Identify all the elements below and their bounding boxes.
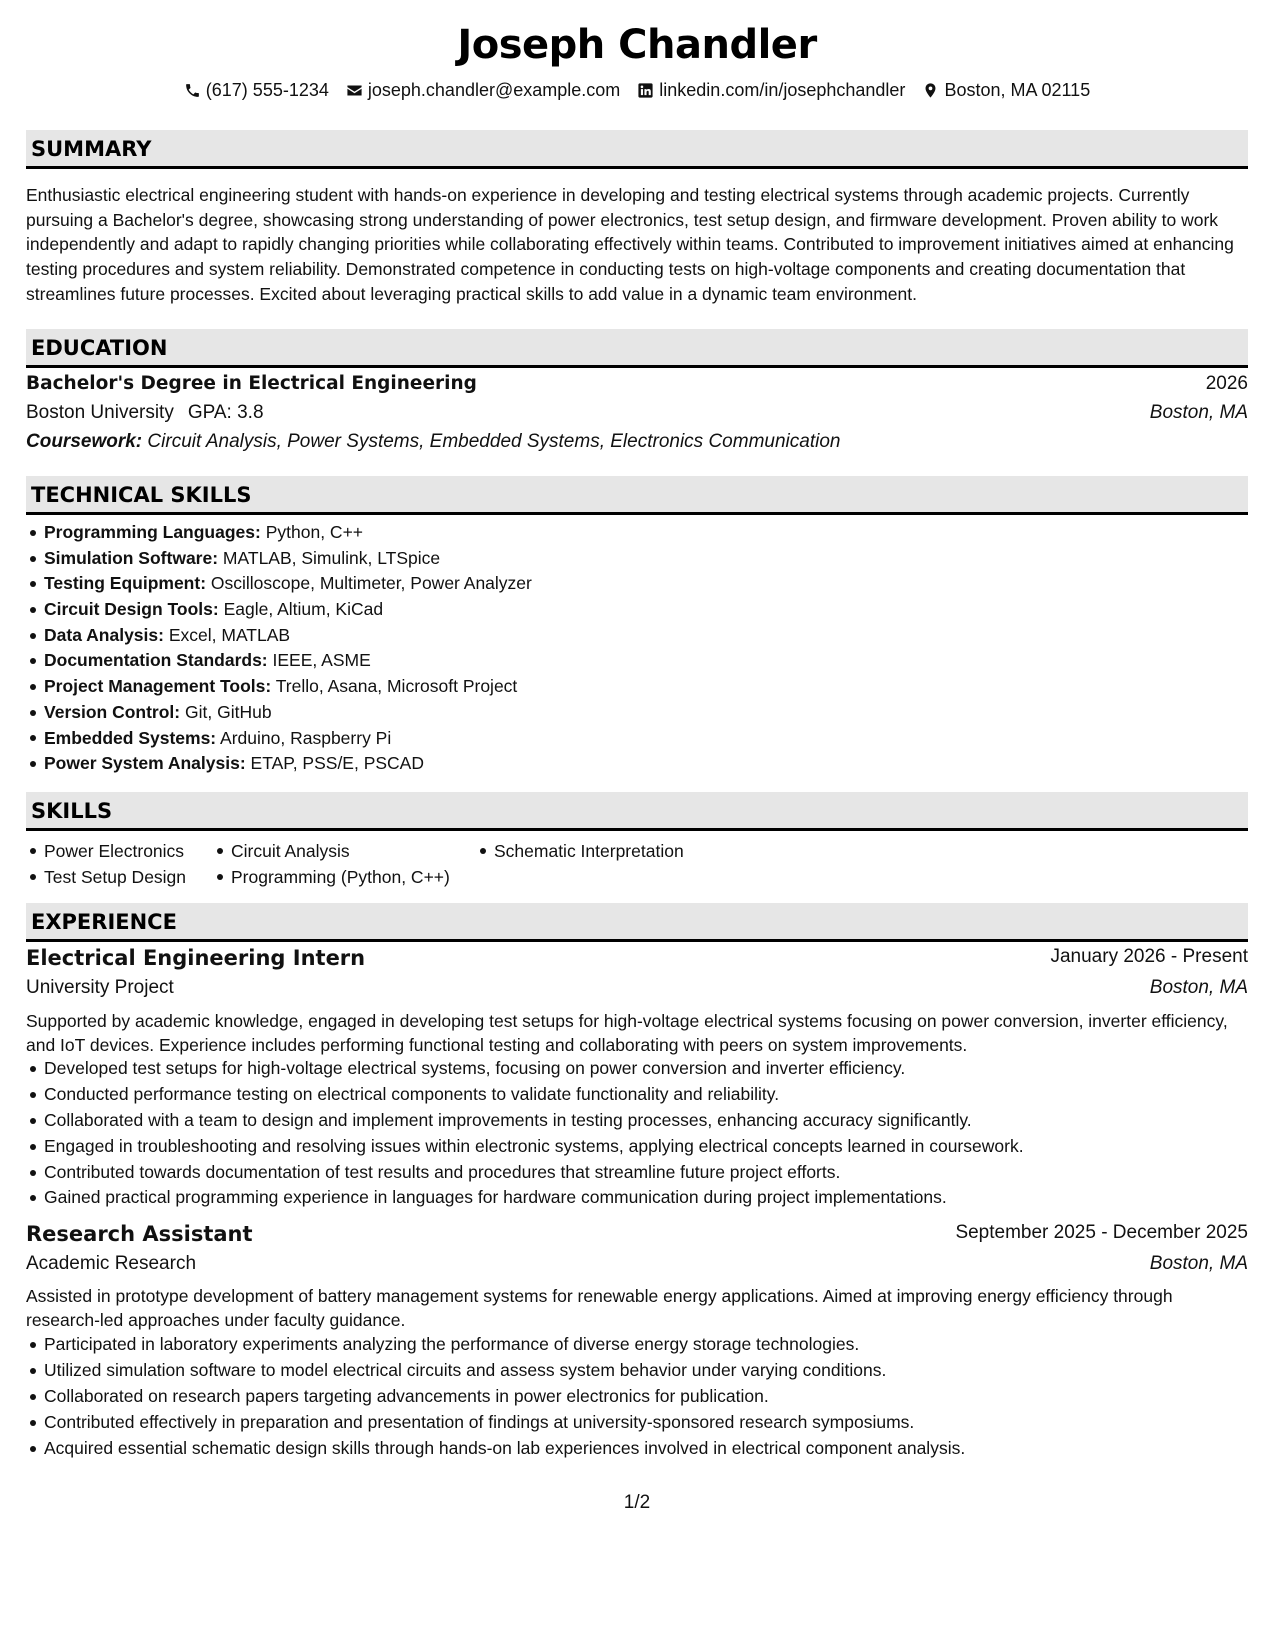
list-item: Embedded Systems: Arduino, Raspberry Pi	[26, 726, 1248, 752]
education-degree-row	[26, 373, 1248, 399]
list-item: Collaborated with a team to design and implement improvements in testing processes, enhancing accuracy significantly.	[26, 1108, 1248, 1134]
experience-heading: EXPERIENCE	[26, 903, 1248, 942]
graduation-year: 2026	[1205, 373, 1248, 394]
map-pin-icon	[922, 82, 939, 99]
location-text: Boston, MA 02115	[944, 80, 1091, 100]
job-dates: September 2025 - December 2025	[955, 1222, 1248, 1243]
job-org: University Project	[26, 977, 174, 998]
contact-phone[interactable]	[184, 80, 329, 101]
list-item: Simulation Software: MATLAB, Simulink, LTSpice	[26, 546, 1248, 572]
education-heading: EDUCATION	[26, 329, 1248, 368]
email-text: joseph.chandler@example.com	[367, 80, 621, 100]
list-item: Utilized simulation software to model electrical circuits and assess system behavior under varying conditions.	[26, 1358, 1248, 1384]
job-bullets	[26, 1332, 1248, 1461]
coursework-list: Circuit Analysis, Power Systems, Embedded Systems, Electronics Communication	[147, 431, 841, 452]
list-item: Project Management Tools: Trello, Asana, Microsoft Project	[26, 674, 1248, 700]
skill-item: Programming (Python, C++)	[213, 864, 450, 890]
job-title: Electrical Engineering Intern	[26, 946, 366, 970]
linkedin-text: linkedin.com/in/josephchandler	[659, 80, 906, 100]
list-item: Power System Analysis: ETAP, PSS/E, PSCAD	[26, 751, 1248, 777]
school-location: Boston, MA	[1149, 402, 1248, 423]
envelope-icon	[346, 82, 363, 99]
job-dates: January 2026 - Present	[1050, 946, 1248, 967]
skill-item: Circuit Analysis	[213, 838, 350, 864]
list-item: Data Analysis: Excel, MATLAB	[26, 623, 1248, 649]
school-name: Boston University	[26, 402, 174, 423]
job-description: Supported by academic knowledge, engaged in developing test setups for high-voltage electrical systems focusing on power conversion, inverter efficiency, and IoT devices. Experience includes performing functional testing and collaborating with peers on system improvements.	[26, 1011, 1228, 1055]
job-title-row	[26, 1222, 1248, 1250]
list-item: Circuit Design Tools: Eagle, Altium, KiCad	[26, 597, 1248, 623]
coursework-line	[26, 431, 1248, 457]
education-school-row	[26, 402, 1248, 428]
phone-icon	[184, 82, 201, 99]
list-item: Programming Languages: Python, C++	[26, 520, 1248, 546]
skill-item: Power Electronics	[26, 838, 184, 864]
candidate-name: Joseph Chandler	[457, 22, 817, 68]
job-title: Research Assistant	[26, 1222, 253, 1246]
job-location: Boston, MA	[1149, 977, 1248, 998]
list-item: Developed test setups for high-voltage electrical systems, focusing on power conversion and inverter efficiency.	[26, 1056, 1248, 1082]
list-item: Documentation Standards: IEEE, ASME	[26, 648, 1248, 674]
skills-heading: SKILLS	[26, 792, 1248, 831]
list-item: Contributed effectively in preparation and presentation of findings at university-sponsored research symposiums.	[26, 1410, 1248, 1436]
degree-title: Bachelor's Degree in Electrical Engineering	[26, 373, 477, 394]
contact-location	[922, 80, 1090, 101]
list-item: Collaborated on research papers targeting advancements in power electronics for publication.	[26, 1384, 1248, 1410]
contact-email[interactable]	[346, 80, 620, 101]
list-item: Gained practical programming experience in languages for hardware communication during project implementations.	[26, 1185, 1248, 1211]
job-description: Assisted in prototype development of battery management systems for renewable energy applications. Aimed at improving energy efficiency through research-led approaches under faculty guidance.	[26, 1286, 1173, 1330]
job-title-row	[26, 946, 1248, 974]
phone-text: (617) 555-1234	[205, 80, 329, 100]
page-number: 1/2	[623, 1492, 651, 1513]
job-location: Boston, MA	[1149, 1253, 1248, 1274]
contact-linkedin[interactable]	[637, 80, 905, 101]
job-org-row	[26, 1253, 1248, 1279]
list-item: Acquired essential schematic design skills through hands-on lab experiences involved in electrical component analysis.	[26, 1436, 1248, 1462]
resume-page	[26, 0, 1248, 1650]
gpa: GPA: 3.8	[187, 402, 264, 423]
linkedin-icon	[637, 82, 654, 99]
list-item: Contributed towards documentation of test results and procedures that streamline future project efforts.	[26, 1160, 1248, 1186]
job-bullets	[26, 1056, 1248, 1211]
list-item: Engaged in troubleshooting and resolving issues within electronic systems, applying electrical concepts learned in coursework.	[26, 1134, 1248, 1160]
job-org: Academic Research	[26, 1253, 197, 1274]
summary-heading: SUMMARY	[26, 130, 1248, 169]
summary-text: Enthusiastic electrical engineering student with hands-on experience in developing and testing electrical systems through academic projects. Currently pursuing a Bachelor's degree, showcasing strong understanding of power electronics, test setup design, and firmware development. Proven ability to work independently and adapt to rapidly changing priorities while collaborating effectively within teams. Contributed to improvement initiatives aimed at enhancing testing procedures and system reliability. Demonstrated competence in conducting tests on high-voltage components and creating documentation that streamlines future processes. Excited about leveraging practical skills to add value in a dynamic team environment.	[26, 185, 1234, 304]
list-item: Participated in laboratory experiments analyzing the performance of diverse energy storage technologies.	[26, 1332, 1248, 1358]
list-item: Testing Equipment: Oscilloscope, Multimeter, Power Analyzer	[26, 571, 1248, 597]
list-item: Conducted performance testing on electrical components to validate functionality and reliability.	[26, 1082, 1248, 1108]
coursework-label: Coursework:	[26, 431, 143, 452]
school-line	[26, 402, 264, 424]
skills-grid	[26, 838, 1248, 894]
skill-item: Test Setup Design	[26, 864, 186, 890]
contact-bar	[26, 80, 1248, 101]
job-org-row	[26, 977, 1248, 1003]
technical-skills-heading: TECHNICAL SKILLS	[26, 476, 1248, 515]
list-item: Version Control: Git, GitHub	[26, 700, 1248, 726]
technical-skills-list	[26, 520, 1248, 777]
skill-item: Schematic Interpretation	[476, 838, 684, 864]
